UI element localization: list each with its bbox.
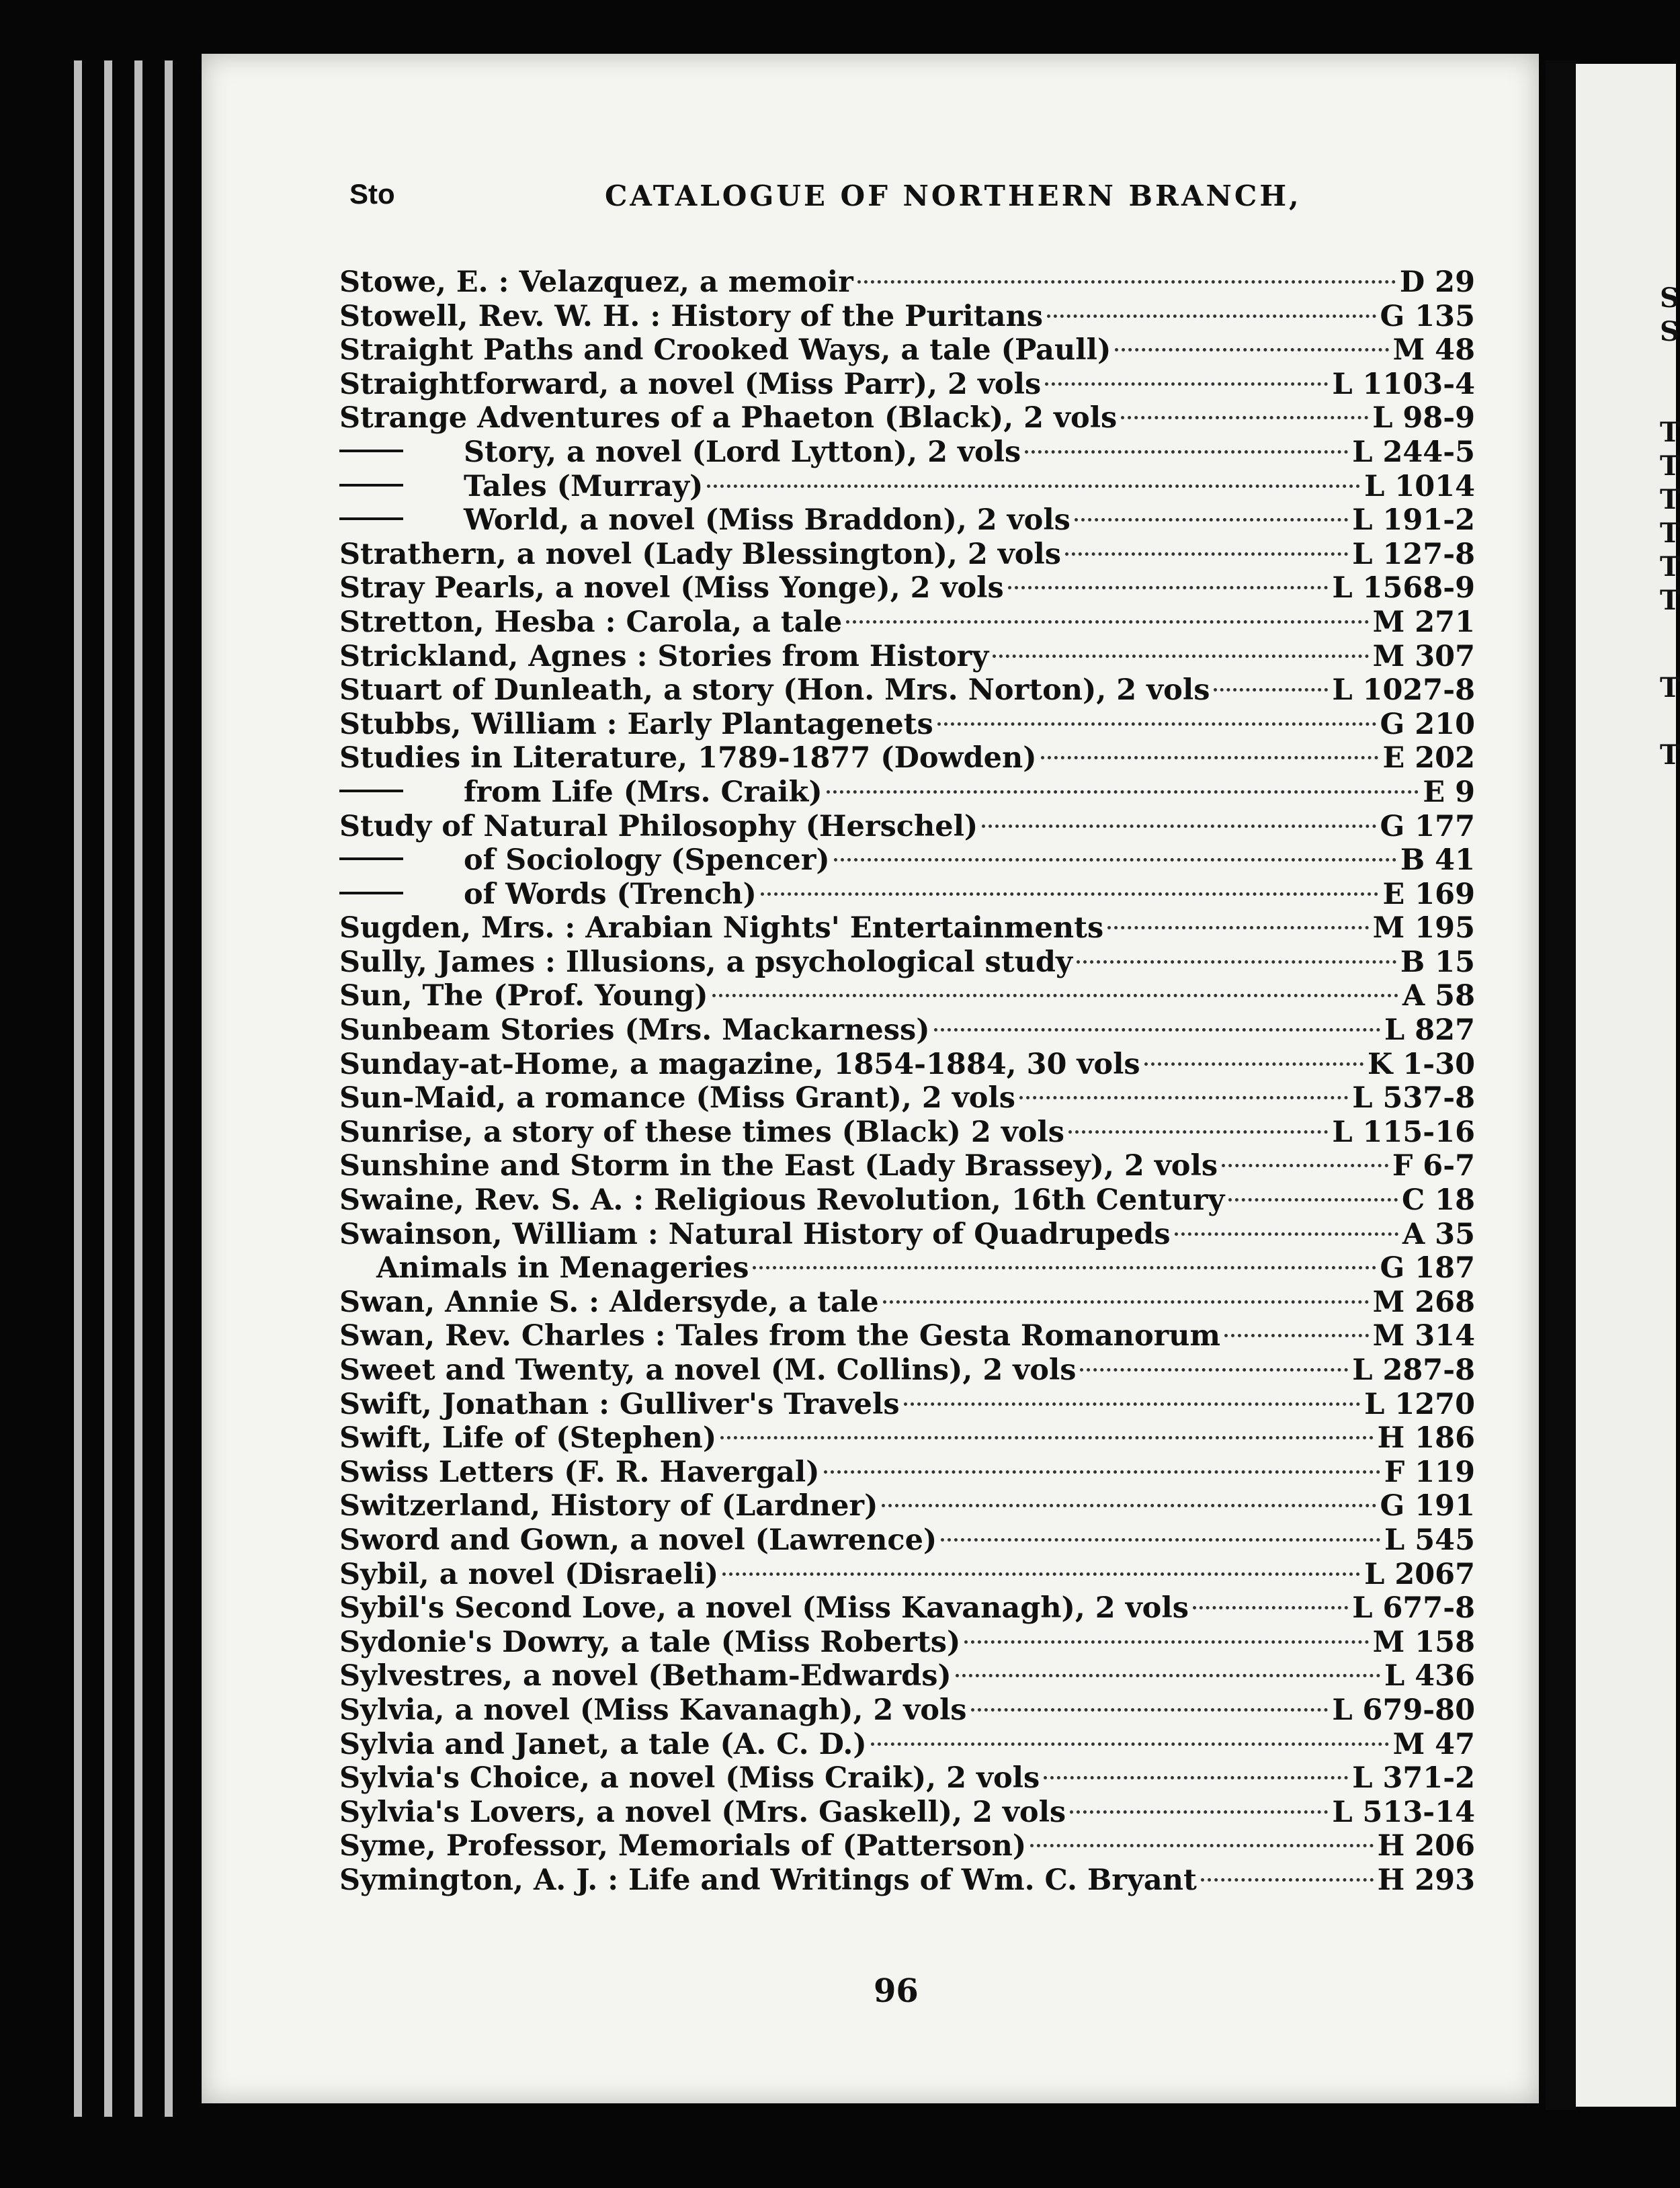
leader-dots (964, 1640, 1368, 1644)
entry-title: Strathern, a novel (Lady Blessington), 2 vols (339, 537, 1061, 571)
catalogue-entry (339, 300, 1475, 334)
catalogue-entry (339, 538, 1475, 572)
shelf-mark: L 2067 (1364, 1557, 1475, 1591)
catalogue-entry (339, 911, 1475, 945)
entry-title: from Life (Mrs. Craik) (464, 775, 823, 809)
leader-dots (982, 825, 1376, 828)
leader-dots (1115, 348, 1388, 351)
catalogue-entry (339, 1353, 1475, 1388)
entry-title: Sun-Maid, a romance (Miss Grant), 2 vols (339, 1081, 1015, 1116)
entry-title: Sword and Gown, a novel (Lawrence) (339, 1523, 937, 1557)
facing-page-letter: S (1660, 282, 1679, 314)
entry-title: Swift, Jonathan : Gulliver's Travels (339, 1387, 900, 1421)
leader-dots (846, 620, 1368, 624)
catalogue-entry (339, 1558, 1475, 1592)
shelf-mark: G 177 (1380, 809, 1475, 843)
shelf-mark: L 127-8 (1352, 537, 1475, 571)
catalogue-entry (339, 640, 1475, 674)
catalogue-entry (339, 1183, 1475, 1218)
catalogue-entry (339, 945, 1475, 980)
shelf-mark: G 135 (1380, 299, 1475, 333)
ditto-dash (339, 517, 403, 520)
catalogue-entry (339, 1388, 1475, 1422)
entry-title: of Sociology (Spencer) (464, 843, 830, 878)
page-number: 96 (874, 1972, 919, 2010)
catalogue-entry (339, 1761, 1475, 1796)
leader-dots (834, 858, 1396, 861)
entry-title: Sybil's Second Love, a novel (Miss Kavanagh), 2 vols (339, 1591, 1189, 1626)
catalogue-entry (339, 979, 1475, 1013)
catalogue-entry (339, 1286, 1475, 1320)
entry-title: Sybil, a novel (Disraeli) (339, 1557, 719, 1591)
leader-dots (1222, 1164, 1388, 1167)
entry-title: Strickland, Agnes : Stories from History (339, 639, 989, 673)
entry-title: Stuart of Dunleath, a story (Hon. Mrs. Norton), 2 vols (339, 673, 1210, 708)
catalogue-entry (339, 1081, 1475, 1116)
shelf-mark: L 287-8 (1352, 1353, 1475, 1387)
entry-title: Sylvestres, a novel (Betham-Edwards) (339, 1659, 952, 1693)
catalogue-entry (339, 1013, 1475, 1048)
catalogue-entry (339, 1523, 1475, 1558)
entry-title: Stowe, E. : Velazquez, a memoir (339, 265, 853, 299)
leader-dots (753, 1266, 1376, 1269)
shelf-mark: G 187 (1380, 1251, 1475, 1286)
shelf-mark: L 436 (1384, 1659, 1475, 1693)
entry-title: Symington, A. J. : Life and Writings of Wm. C. Bryant (339, 1863, 1197, 1897)
facing-page-letter: T (1660, 739, 1680, 771)
shelf-mark: H 293 (1377, 1863, 1475, 1897)
entry-title: Story, a novel (Lord Lytton), 2 vols (464, 435, 1021, 469)
leader-dots (1144, 1062, 1363, 1066)
entry-title: Swan, Rev. Charles : Tales from the Gesta Romanorum (339, 1319, 1221, 1353)
catalogue-entry (339, 1693, 1475, 1728)
ditto-dash (339, 857, 403, 860)
leader-dots (882, 1504, 1376, 1507)
catalogue-entry (339, 1591, 1475, 1626)
shelf-mark: L 1027-8 (1332, 673, 1475, 708)
shelf-mark: M 48 (1392, 333, 1475, 368)
catalogue-entry (339, 843, 1475, 878)
catalogue-entry (339, 1048, 1475, 1082)
shelf-mark: F 119 (1384, 1455, 1475, 1489)
entry-title: Swainson, William : Natural History of Quadrupeds (339, 1217, 1171, 1251)
entry-title: Sunshine and Storm in the East (Lady Brassey), 2 vols (339, 1149, 1218, 1183)
entry-title: Switzerland, History of (Lardner) (339, 1489, 878, 1523)
catalogue-entry (339, 265, 1475, 300)
leader-dots (1070, 1810, 1328, 1814)
leader-dots (1025, 450, 1348, 454)
catalogue-entry (339, 741, 1475, 775)
entry-title: Strange Adventures of a Phaeton (Black), 2 vols (339, 401, 1118, 435)
leader-dots (1068, 1130, 1328, 1134)
catalogue-entry (339, 1456, 1475, 1490)
entry-title: Straight Paths and Crooked Ways, a tale (Paull) (339, 333, 1111, 368)
shelf-mark: M 158 (1372, 1625, 1475, 1659)
catalogue-entry (339, 1149, 1475, 1183)
leader-dots (1214, 688, 1328, 691)
entry-title: Swaine, Rev. S. A. : Religious Revolution, 16th Century (339, 1183, 1225, 1218)
catalogue-entry (339, 1626, 1475, 1660)
leader-dots (707, 485, 1360, 488)
shelf-mark: E 169 (1382, 877, 1475, 911)
shelf-mark: L 371-2 (1352, 1761, 1475, 1796)
leader-dots (1175, 1232, 1398, 1236)
entry-title: Sylvia, a novel (Miss Kavanagh), 2 vols (339, 1693, 967, 1727)
catalogue-entry (339, 1421, 1475, 1456)
entry-title: Sunrise, a story of these times (Black) 2 vols (339, 1115, 1064, 1149)
shelf-mark: E 9 (1423, 775, 1475, 809)
shelf-mark: B 41 (1400, 843, 1475, 878)
leader-dots (971, 1708, 1329, 1712)
ditto-dash (339, 450, 403, 452)
catalogue-entries (339, 265, 1475, 1898)
catalogue-entry (339, 1251, 1475, 1286)
entry-title: Sydonie's Dowry, a tale (Miss Roberts) (339, 1625, 961, 1659)
entry-title: World, a novel (Miss Braddon), 2 vols (464, 503, 1070, 538)
catalogue-entry (339, 1796, 1475, 1830)
catalogue-entry (339, 571, 1475, 605)
leader-dots (1075, 518, 1348, 521)
entry-title: Sully, James : Illusions, a psychological study (339, 945, 1073, 979)
leader-dots (827, 790, 1419, 794)
page-header (349, 171, 1478, 218)
entry-title: Stubbs, William : Early Plantagenets (339, 707, 933, 741)
entry-title: Sugden, Mrs. : Arabian Nights' Entertainments (339, 911, 1104, 945)
catalogue-entry (339, 878, 1475, 912)
shelf-mark: H 186 (1377, 1421, 1475, 1456)
facing-page-edge (1576, 64, 1676, 2107)
leader-dots (761, 892, 1379, 896)
entry-title: Swan, Annie S. : Aldersyde, a tale (339, 1285, 879, 1319)
catalogue-entry (339, 1829, 1475, 1863)
shelf-mark: L 679-80 (1332, 1693, 1475, 1727)
shelf-mark: L 827 (1384, 1013, 1475, 1048)
leader-dots (1077, 960, 1396, 964)
catalogue-entry (339, 435, 1475, 470)
catalogue-entry (339, 1116, 1475, 1150)
shelf-mark: L 1103-4 (1332, 367, 1475, 401)
catalogue-entry (339, 503, 1475, 538)
shelf-mark: M 195 (1372, 911, 1475, 945)
leader-dots (1019, 1096, 1348, 1099)
leader-dots (904, 1402, 1361, 1406)
facing-page-letter: T (1660, 450, 1680, 482)
entry-title: Swiss Letters (F. R. Havergal) (339, 1455, 820, 1489)
shelf-mark: C 18 (1401, 1183, 1475, 1218)
page-title: CATALOGUE OF NORTHERN BRANCH, (605, 179, 1302, 212)
shelf-mark: G 191 (1380, 1489, 1475, 1523)
leader-dots (1201, 1878, 1374, 1882)
ditto-dash (339, 484, 403, 487)
shelf-mark: F 6-7 (1392, 1149, 1475, 1183)
shelf-mark: H 206 (1377, 1829, 1475, 1863)
leader-dots (1080, 1368, 1348, 1372)
entry-title: Swift, Life of (Stephen) (339, 1421, 717, 1456)
ditto-dash (339, 892, 403, 894)
leader-dots (1044, 1776, 1348, 1779)
shelf-mark: L 191-2 (1352, 503, 1475, 538)
entry-title: of Words (Trench) (464, 877, 757, 911)
shelf-mark: G 210 (1380, 707, 1475, 741)
book-gutter (1546, 60, 1576, 2110)
leader-dots (1030, 1844, 1373, 1847)
leader-dots (941, 1538, 1380, 1542)
entry-title: Tales (Murray) (464, 469, 704, 503)
leader-dots (1193, 1606, 1348, 1609)
shelf-mark: E 202 (1382, 741, 1475, 775)
catalogue-entry (339, 1218, 1475, 1252)
leader-dots (1121, 416, 1368, 419)
leader-dots (1065, 552, 1348, 556)
shelf-mark: D 29 (1399, 265, 1475, 299)
shelf-mark: L 677-8 (1352, 1591, 1475, 1626)
leader-dots (993, 655, 1368, 658)
shelf-mark: A 35 (1402, 1217, 1475, 1251)
catalogue-entry (339, 810, 1475, 844)
leader-dots (1228, 1198, 1398, 1202)
shelf-mark: M 47 (1392, 1727, 1475, 1761)
shelf-mark: L 513-14 (1332, 1795, 1475, 1829)
leader-dots (1047, 314, 1376, 318)
facing-page-letter: S (1660, 316, 1679, 347)
leader-dots (1107, 926, 1368, 929)
entry-title: Stray Pearls, a novel (Miss Yonge), 2 vols (339, 571, 1004, 605)
leader-dots (1041, 756, 1379, 759)
leader-dots (871, 1742, 1389, 1746)
leader-dots (712, 994, 1398, 997)
entry-title: Study of Natural Philosophy (Herschel) (339, 809, 978, 843)
facing-page-letter: T (1660, 672, 1680, 704)
facing-page-letter: T (1660, 585, 1680, 616)
entry-title: Straightforward, a novel (Miss Parr), 2 vols (339, 367, 1042, 401)
entry-title: Sylvia's Lovers, a novel (Mrs. Gaskell), 2 vols (339, 1795, 1066, 1829)
leader-dots (956, 1674, 1380, 1677)
catalogue-entry (339, 775, 1475, 810)
facing-page-letter: T (1660, 484, 1680, 515)
shelf-mark: L 244-5 (1352, 435, 1475, 469)
facing-page-letter: T (1660, 551, 1680, 583)
shelf-mark: L 1568-9 (1332, 571, 1475, 605)
catalogue-entry (339, 401, 1475, 435)
catalogue-entry (339, 673, 1475, 708)
book-edge-stripes (67, 60, 188, 2117)
entry-title: Stowell, Rev. W. H. : History of the Puritans (339, 299, 1043, 333)
running-head: Sto (349, 178, 395, 210)
leader-dots (1008, 586, 1329, 589)
shelf-mark: A 58 (1402, 979, 1475, 1013)
catalogue-entry (339, 708, 1475, 742)
entry-title: Animals in Menageries (376, 1251, 749, 1286)
leader-dots (1045, 382, 1328, 386)
entry-title: Sunday-at-Home, a magazine, 1854-1884, 30 vols (339, 1047, 1140, 1081)
catalogue-entry (339, 1489, 1475, 1523)
entry-title: Studies in Literature, 1789-1877 (Dowden) (339, 741, 1037, 775)
catalogue-entry (339, 605, 1475, 640)
entry-title: Sun, The (Prof. Young) (339, 979, 708, 1013)
catalogue-entry (339, 1659, 1475, 1693)
shelf-mark: L 545 (1384, 1523, 1475, 1557)
catalogue-entry (339, 470, 1475, 504)
entry-title: Sunbeam Stories (Mrs. Mackarness) (339, 1013, 930, 1048)
catalogue-entry (339, 1728, 1475, 1762)
shelf-mark: M 271 (1372, 605, 1475, 639)
shelf-mark: L 115-16 (1332, 1115, 1475, 1149)
entry-title: Stretton, Hesba : Carola, a tale (339, 605, 843, 639)
leader-dots (720, 1436, 1373, 1439)
shelf-mark: L 1270 (1364, 1387, 1475, 1421)
leader-dots (937, 722, 1376, 726)
leader-dots (722, 1572, 1360, 1576)
shelf-mark: K 1-30 (1368, 1047, 1475, 1081)
leader-dots (883, 1300, 1369, 1304)
leader-dots (1224, 1334, 1369, 1337)
facing-page-letter: T (1660, 517, 1680, 549)
catalogue-entry (339, 1319, 1475, 1353)
entry-title: Sylvia and Janet, a tale (A. C. D.) (339, 1727, 867, 1761)
catalogue-entry (339, 368, 1475, 402)
ditto-dash (339, 790, 403, 792)
entry-title: Syme, Professor, Memorials of (Patterson) (339, 1829, 1027, 1863)
entry-title: Sylvia's Choice, a novel (Miss Craik), 2 vols (339, 1761, 1040, 1796)
facing-page-letter: T (1660, 417, 1680, 448)
shelf-mark: B 15 (1400, 945, 1475, 979)
shelf-mark: M 307 (1372, 639, 1475, 673)
catalogue-entry (339, 1863, 1475, 1898)
shelf-mark: M 314 (1372, 1319, 1475, 1353)
entry-title: Sweet and Twenty, a novel (M. Collins), 2 vols (339, 1353, 1077, 1387)
leader-dots (857, 280, 1396, 284)
leader-dots (824, 1470, 1380, 1474)
shelf-mark: L 537-8 (1352, 1081, 1475, 1116)
shelf-mark: L 98-9 (1372, 401, 1475, 435)
shelf-mark: M 268 (1372, 1285, 1475, 1319)
shelf-mark: L 1014 (1364, 469, 1475, 503)
leader-dots (934, 1028, 1380, 1032)
catalogue-entry (339, 333, 1475, 368)
